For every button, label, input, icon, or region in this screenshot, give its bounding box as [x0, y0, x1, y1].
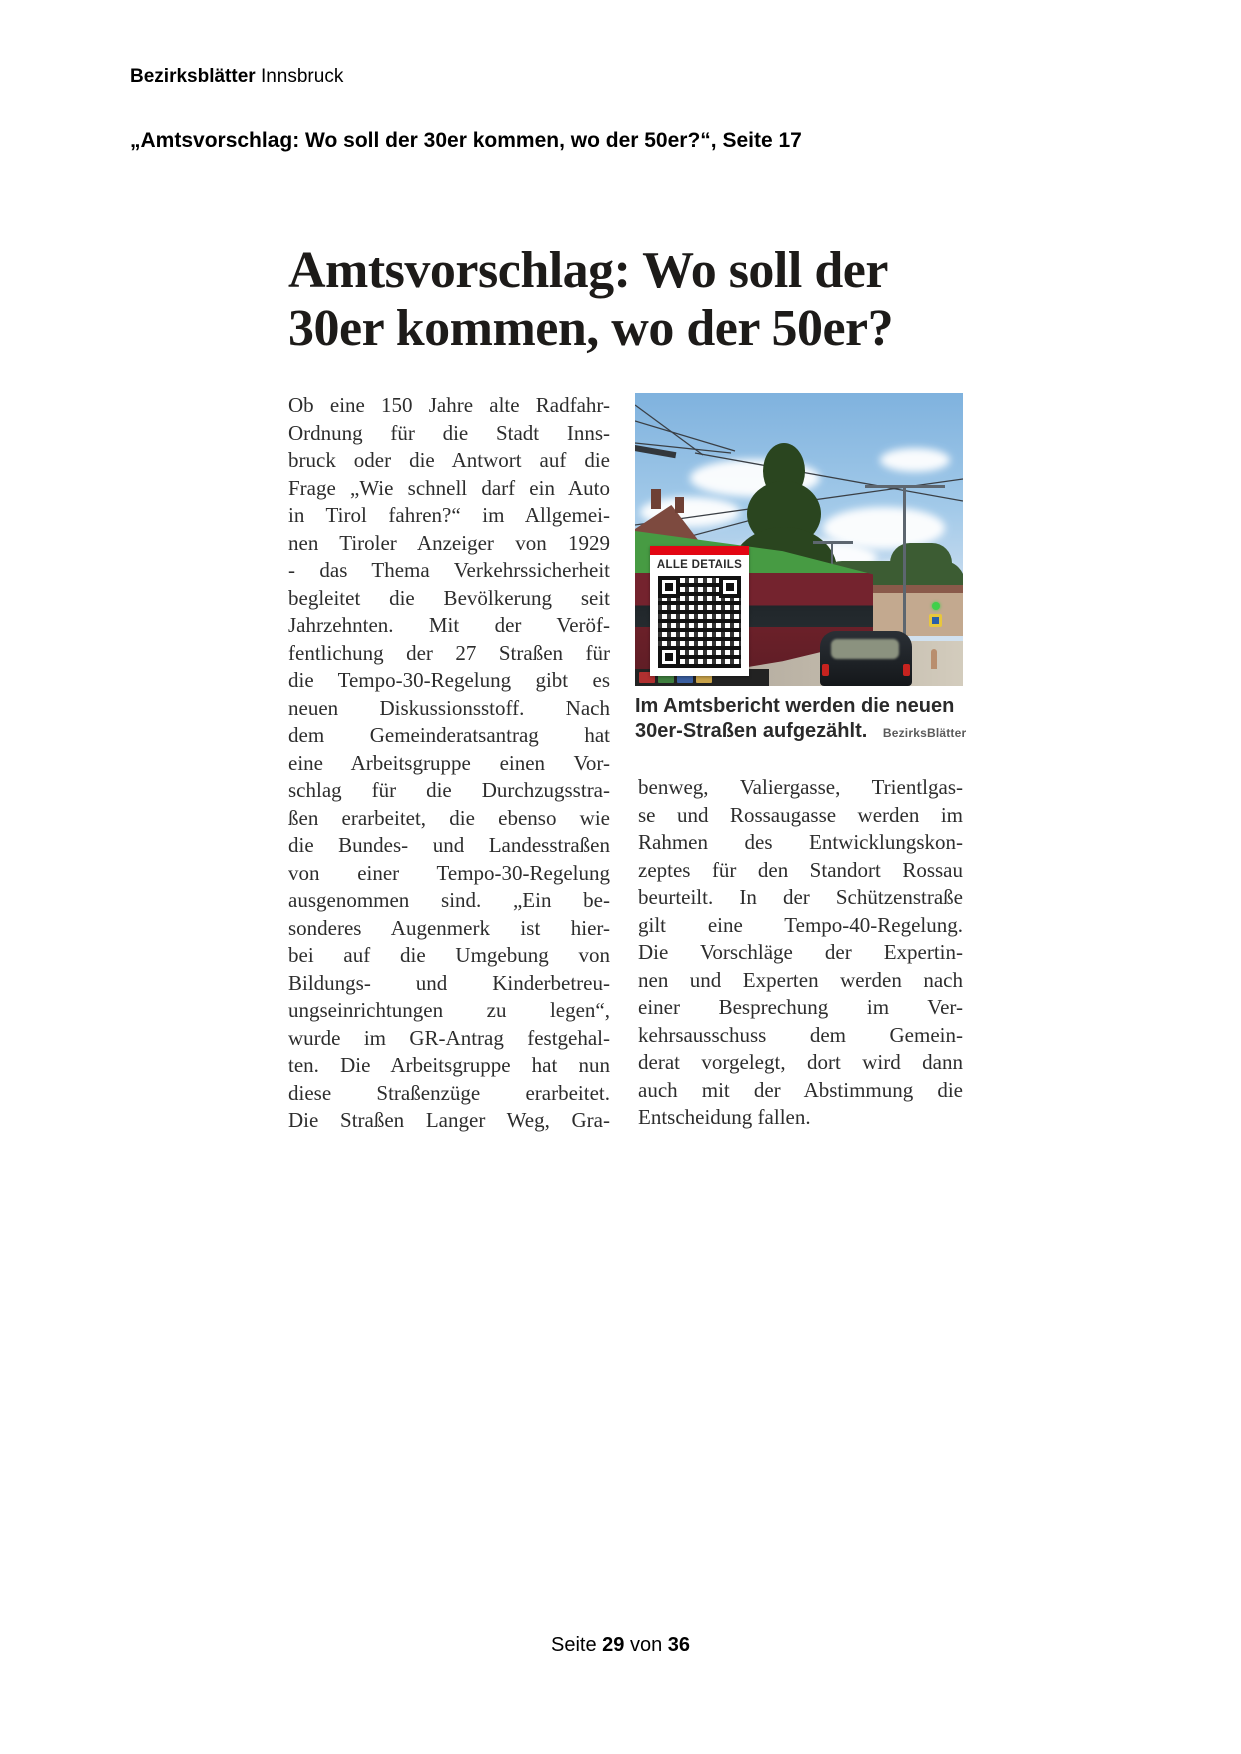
article-text-line: Ob eine 150 Jahre alte Radfahr-: [288, 393, 610, 417]
publication-header: [130, 66, 343, 88]
article-text-line: diese Straßenzüge erarbeitet.: [288, 1080, 610, 1105]
photo-traffic-light: [932, 602, 940, 610]
article-text-line: bruck oder die Antwort auf die: [288, 448, 610, 472]
article-column-left: [288, 392, 610, 1135]
footer-page-number: 29: [602, 1634, 625, 1656]
photo-chimney: [675, 497, 684, 513]
article-text-line: sonderes Augenmerk ist hier-: [288, 915, 610, 940]
article-text-line: ungseinrichtungen zu legen“,: [288, 998, 610, 1022]
qr-red-bar: [650, 546, 749, 555]
article-text-line: Die Vorschläge der Expertin-: [638, 940, 963, 964]
article-text-line: beurteilt. In der Schützenstraße: [638, 885, 963, 909]
article-text-line: Frage „Wie schnell darf ein Auto: [288, 475, 610, 500]
article-text-line: begleitet die Bevölkerung seit: [288, 585, 610, 610]
publication-brand: Bezirksblätter: [130, 66, 256, 87]
article-text-line: in Tirol fahren?“ im Allgemei-: [288, 503, 610, 527]
photo-crossing-sign: [929, 614, 942, 627]
article-text-line: die Bundes- und Landesstraßen: [288, 833, 610, 857]
headline-line: Amtsvorschlag: Wo soll der: [288, 242, 888, 299]
headline-line: 30er kommen, wo der 50er?: [288, 300, 894, 357]
photo-lamp-arm: [865, 485, 945, 488]
article-text-line: Ordnung für die Stadt Inns-: [288, 420, 610, 445]
publication-region: Innsbruck: [260, 66, 344, 87]
article-text-line: schlag für die Durchzugsstra-: [288, 778, 610, 802]
photo-lamp-arm: [813, 541, 853, 544]
article-text-line: die Tempo-30-Regelung gibt es: [288, 668, 610, 692]
photo-trees-right: [890, 543, 952, 583]
article-text-line: fentlichung der 27 Straßen für: [288, 640, 610, 665]
article-text-line: se und Rossaugasse werden im: [638, 802, 963, 827]
article-text-line: Rahmen des Entwicklungskon-: [638, 830, 963, 854]
article-text-line: Jahrzehnten. Mit der Veröf-: [288, 613, 610, 637]
footer-prefix: Seite: [550, 1634, 597, 1656]
qr-finder-icon: [658, 576, 680, 598]
photo-car: [820, 631, 912, 686]
qr-code: [658, 576, 741, 668]
article-text-line: eine Arbeitsgruppe einen Vor-: [288, 750, 610, 775]
article-text-line: einer Besprechung im Ver-: [638, 995, 963, 1019]
photo-caption: [635, 694, 969, 746]
article-text-line: neuen Diskussionsstoff. Nach: [288, 695, 610, 720]
article-text-line: ßen erarbeitet, die ebenso wie: [288, 805, 610, 830]
photo-building: [860, 591, 963, 636]
photo-caption-text: Im Amtsbericht werden die neuen 30er-Straßen aufgezählt.: [635, 695, 955, 742]
photo-car-taillight: [822, 664, 829, 676]
article-text-line: bei auf die Umgebung von: [288, 943, 610, 967]
photo-chimney: [651, 489, 661, 509]
article-text-line: von einer Tempo-30-Regelung: [288, 860, 610, 885]
article-text-line: nen Tiroler Anzeiger von 1929: [288, 530, 610, 555]
article-text-line: dem Gemeinderatsantrag hat: [288, 723, 610, 747]
article-text-line: wurde im GR-Antrag festgehal-: [288, 1025, 610, 1050]
article-text-line: Bildungs- und Kinderbetreu-: [288, 970, 610, 995]
article-text-line: Die Straßen Langer Weg, Gra-: [288, 1108, 610, 1132]
article-text-line: ten. Die Arbeitsgruppe hat nun: [288, 1053, 610, 1077]
article-text-line: zeptes für den Standort Rossau: [638, 857, 963, 882]
document-title: „Amtsvorschlag: Wo soll der 30er kommen, wo der 50er?“, Seite 17: [130, 129, 802, 152]
footer-separator: von: [629, 1634, 663, 1656]
article-headline: [288, 242, 978, 358]
article-text-line: Entscheidung fallen.: [638, 1105, 811, 1129]
qr-label: ALLE DETAILS: [656, 559, 743, 571]
photo-building-roof: [860, 585, 963, 593]
article-text-line: kehrsausschuss dem Gemein-: [638, 1022, 963, 1047]
article-text-line: auch mit der Abstimmung die: [638, 1077, 963, 1102]
page-footer: [0, 1634, 1241, 1657]
article-text-line: benweg, Valiergasse, Trientlgas-: [638, 775, 963, 799]
photo-car-taillight: [903, 664, 910, 676]
article-text-line: - das Thema Verkehrssicherheit: [288, 558, 610, 582]
qr-finder-icon: [719, 576, 741, 598]
article-text-line: ausgenommen sind. „Ein be-: [288, 888, 610, 912]
article-column-right: [638, 774, 963, 1132]
qr-code-card: [650, 546, 749, 676]
footer-total-pages: 36: [667, 1634, 691, 1656]
photo-car-window: [831, 639, 899, 659]
article-text-line: derat vorgelegt, dort wird dann: [638, 1050, 963, 1074]
article-text-line: gilt eine Tempo-40-Regelung.: [638, 912, 963, 937]
photo-pedestrian: [931, 649, 937, 669]
qr-finder-icon: [658, 646, 680, 668]
photo-credit: BezirksBlätter: [882, 726, 967, 740]
article-text-line: nen und Experten werden nach: [638, 967, 963, 992]
